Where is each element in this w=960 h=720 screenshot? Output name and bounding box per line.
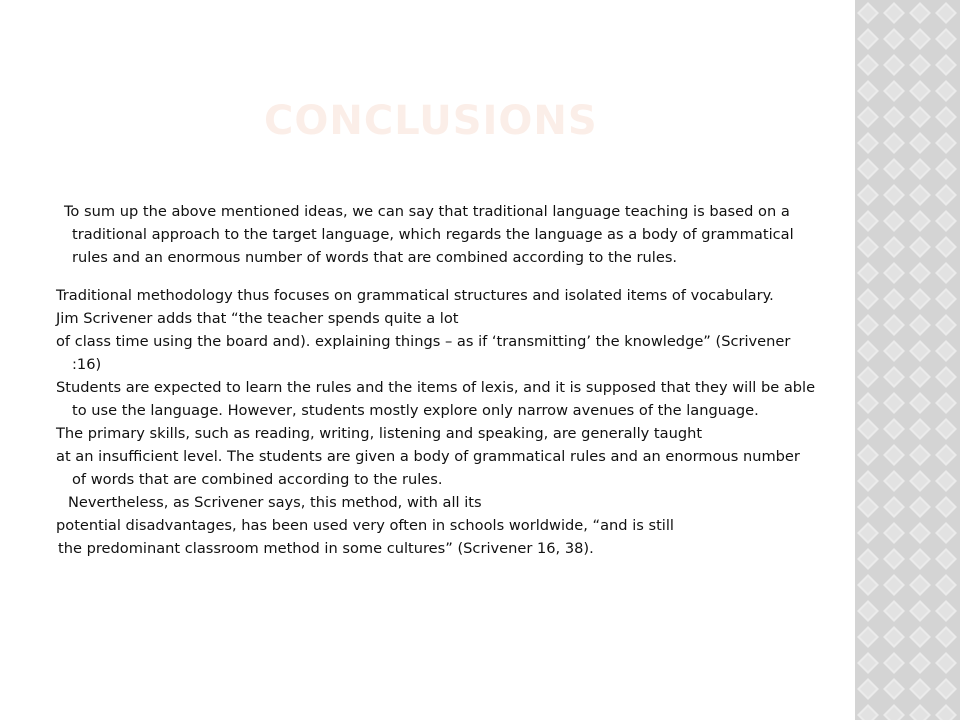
paragraph-scrivener-quote-start: Jim Scrivener adds that “the teacher spends quite a lot: [56, 310, 459, 327]
paragraph-predominant: the predominant classroom method in some cultures” (Scrivener 16, 38).: [58, 540, 594, 557]
paragraph-scrivener-quote-end: of class time using the board and). explaining things – as if ‘transmitting’ the knowledge” (Scrivener :16): [56, 333, 791, 373]
paragraph-methodology: Traditional methodology thus focuses on grammatical structures and isolated items of vocabulary.: [56, 287, 774, 304]
paragraph-primary-skills: The primary skills, such as reading, writing, listening and speaking, are generally taught: [56, 425, 703, 442]
paragraph-insufficient-level: at an insufficient level. The students are given a body of grammatical rules and an enormous number of words that are combined according to the rules.: [56, 448, 800, 488]
slide-body: [56, 200, 816, 560]
paragraph-students: Students are expected to learn the rules and the items of lexis, and it is supposed that they will be able to use the language. However, students mostly explore only narrow avenues of the language.: [56, 379, 816, 419]
slide-title: CONCLUSIONS: [264, 98, 598, 144]
paragraph-nevertheless: Nevertheless, as Scrivener says, this method, with all its: [68, 494, 482, 511]
paragraph-summary: To sum up the above mentioned ideas, we can say that traditional language teaching is based on a traditional approach to the target language, which regards the language as a body of grammatical rules and an enormous number of words that are combined according to the rules.: [64, 203, 794, 266]
decorative-pattern-band: [855, 0, 960, 720]
diamond-pattern: [855, 0, 960, 720]
paragraph-disadvantages: potential disadvantages, has been used very often in schools worldwide, “and is still: [56, 517, 674, 534]
